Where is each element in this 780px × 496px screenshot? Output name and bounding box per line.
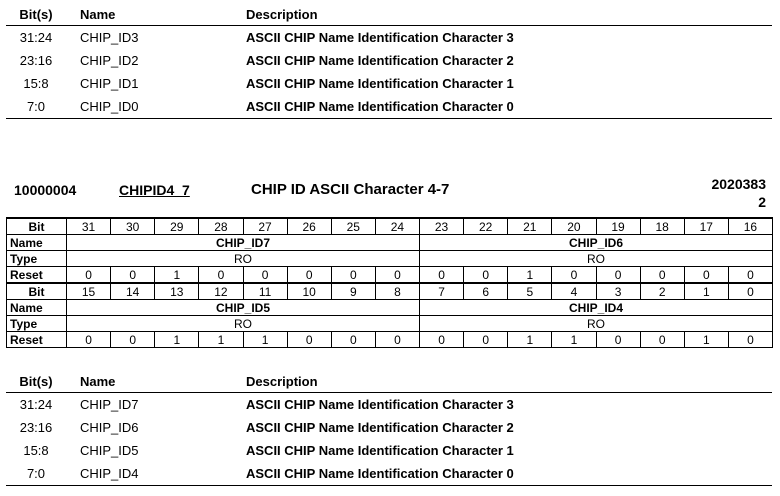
field-name-row-upper [7, 235, 773, 251]
bottom-field-description-table [6, 370, 772, 486]
reset-cell: 0 [67, 267, 111, 284]
bits-cell: 23:16 [19, 53, 53, 68]
field-type-cell: RO [420, 251, 773, 267]
type-row-label: Type [7, 251, 67, 267]
name-cell: CHIP_ID2 [80, 53, 139, 68]
reset-cell: 1 [155, 332, 199, 348]
bit-cell: 3 [596, 283, 640, 300]
reset-cell: 0 [464, 332, 508, 348]
bit-cell: 11 [243, 283, 287, 300]
reset-cell: 0 [287, 332, 331, 348]
reset-cell: 0 [375, 267, 419, 284]
name-row-label: Name [7, 300, 67, 316]
name-cell: CHIP_ID1 [80, 76, 139, 91]
bit-cell: 20 [552, 218, 596, 235]
reset-cell: 0 [331, 332, 375, 348]
bits-cell: 7:0 [6, 462, 66, 486]
reset-cell: 0 [420, 332, 464, 348]
register-address: 10000004 [14, 182, 77, 198]
bit-cell: 9 [331, 283, 375, 300]
bit-cell: 31 [67, 218, 111, 235]
bit-cell: 6 [464, 283, 508, 300]
reset-cell: 0 [331, 267, 375, 284]
field-name-cell: CHIP_ID6 [420, 235, 773, 251]
register-name-link[interactable]: CHIPID4_7 [119, 182, 190, 198]
description-cell: ASCII CHIP Name Identification Character 1 [246, 443, 514, 458]
name-cell: CHIP_ID7 [80, 397, 139, 412]
bit-cell: 0 [728, 283, 772, 300]
reset-cell: 0 [287, 267, 331, 284]
field-type-cell: RO [67, 251, 420, 267]
name-column-header: Name [66, 370, 246, 393]
field-type-cell: RO [67, 316, 420, 332]
reset-cell: 0 [111, 332, 155, 348]
table-row [6, 72, 772, 95]
bit-cell: 5 [508, 283, 552, 300]
reset-cell: 0 [684, 267, 728, 284]
bits-column-header: Bit(s) [6, 370, 66, 393]
reset-cell: 1 [199, 332, 243, 348]
bits-cell: 31:24 [19, 397, 53, 412]
register-default-value [686, 175, 766, 211]
description-cell: ASCII CHIP Name Identification Character 3 [246, 397, 514, 412]
reset-cell: 0 [728, 332, 772, 348]
bit-cell: 25 [331, 218, 375, 235]
table-row [6, 393, 772, 417]
name-cell: CHIP_ID6 [80, 420, 139, 435]
reset-row-upper [7, 267, 773, 284]
bit-cell: 28 [199, 218, 243, 235]
table-header-row [6, 3, 772, 26]
reset-cell: 0 [243, 267, 287, 284]
bits-cell: 15:8 [23, 76, 49, 91]
reset-cell: 0 [640, 332, 684, 348]
description-column-header: Description [246, 3, 772, 26]
table-row [6, 49, 772, 72]
reset-cell: 0 [420, 267, 464, 284]
bit-cell: 27 [243, 218, 287, 235]
reset-cell: 0 [552, 267, 596, 284]
field-name-cell: CHIP_ID7 [67, 235, 420, 251]
bits-column-header: Bit(s) [6, 3, 66, 26]
name-cell: CHIP_ID5 [80, 443, 139, 458]
table-row [6, 462, 772, 486]
field-type-row-lower [7, 316, 773, 332]
reset-cell: 1 [552, 332, 596, 348]
reset-cell: 0 [640, 267, 684, 284]
bit-cell: 4 [552, 283, 596, 300]
bits-cell: 7:0 [6, 95, 66, 119]
description-cell: ASCII CHIP Name Identification Character 2 [246, 420, 514, 435]
reset-cell: 1 [508, 267, 552, 284]
reset-cell: 1 [684, 332, 728, 348]
bit-cell: 17 [684, 218, 728, 235]
name-row-label: Name [7, 235, 67, 251]
description-cell: ASCII CHIP Name Identification Character 2 [246, 53, 514, 68]
bit-cell: 26 [287, 218, 331, 235]
reset-cell: 1 [243, 332, 287, 348]
description-column-header: Description [246, 370, 772, 393]
register-header [0, 170, 780, 216]
table-row [6, 26, 772, 50]
description-cell: ASCII CHIP Name Identification Character 0 [246, 95, 772, 119]
reset-cell: 1 [508, 332, 552, 348]
table-header-row [6, 370, 772, 393]
bits-cell: 23:16 [19, 420, 53, 435]
type-row-label: Type [7, 316, 67, 332]
description-cell: ASCII CHIP Name Identification Character 3 [246, 30, 514, 45]
name-cell: CHIP_ID0 [66, 95, 246, 119]
bit-cell: 12 [199, 283, 243, 300]
default-value-line-2: 2 [758, 194, 766, 210]
name-cell: CHIP_ID3 [80, 30, 139, 45]
bit-cell: 21 [508, 218, 552, 235]
field-name-row-lower [7, 300, 773, 316]
reset-row-label: Reset [7, 267, 67, 284]
top-field-description-table [6, 3, 772, 119]
default-value-line-1: 2020383 [711, 176, 766, 192]
reset-cell: 0 [464, 267, 508, 284]
register-bit-table [6, 217, 773, 348]
bit-number-row-lower [7, 283, 773, 300]
field-name-cell: CHIP_ID4 [420, 300, 773, 316]
bit-cell: 13 [155, 283, 199, 300]
register-title: CHIP ID ASCII Character 4-7 [251, 181, 450, 198]
bit-cell: 1 [684, 283, 728, 300]
reset-cell: 0 [596, 267, 640, 284]
bits-cell: 15:8 [23, 443, 49, 458]
bit-cell: 15 [67, 283, 111, 300]
table-row [6, 95, 772, 119]
bit-cell: 2 [640, 283, 684, 300]
reset-cell: 0 [67, 332, 111, 348]
bit-row-label: Bit [7, 218, 67, 235]
bit-cell: 22 [464, 218, 508, 235]
reset-cell: 1 [155, 267, 199, 284]
bit-cell: 16 [728, 218, 772, 235]
bit-cell: 19 [596, 218, 640, 235]
bit-row-label: Bit [7, 283, 67, 300]
field-type-cell: RO [420, 316, 773, 332]
name-cell: CHIP_ID4 [66, 462, 246, 486]
reset-cell: 0 [596, 332, 640, 348]
bits-cell: 31:24 [19, 30, 53, 45]
bit-cell: 23 [420, 218, 464, 235]
reset-cell: 0 [375, 332, 419, 348]
reset-cell: 0 [111, 267, 155, 284]
table-row [6, 416, 772, 439]
table-row [6, 439, 772, 462]
description-cell: ASCII CHIP Name Identification Character 1 [246, 76, 514, 91]
bit-cell: 18 [640, 218, 684, 235]
description-cell: ASCII CHIP Name Identification Character 0 [246, 462, 772, 486]
name-column-header: Name [66, 3, 246, 26]
bit-cell: 24 [375, 218, 419, 235]
bit-cell: 29 [155, 218, 199, 235]
bit-cell: 7 [420, 283, 464, 300]
bit-number-row-upper [7, 218, 773, 235]
bit-cell: 30 [111, 218, 155, 235]
bit-cell: 14 [111, 283, 155, 300]
field-type-row-upper [7, 251, 773, 267]
reset-cell: 0 [728, 267, 772, 284]
reset-row-label: Reset [7, 332, 67, 348]
reset-row-lower [7, 332, 773, 348]
bit-cell: 10 [287, 283, 331, 300]
field-name-cell: CHIP_ID5 [67, 300, 420, 316]
bit-cell: 8 [375, 283, 419, 300]
reset-cell: 0 [199, 267, 243, 284]
